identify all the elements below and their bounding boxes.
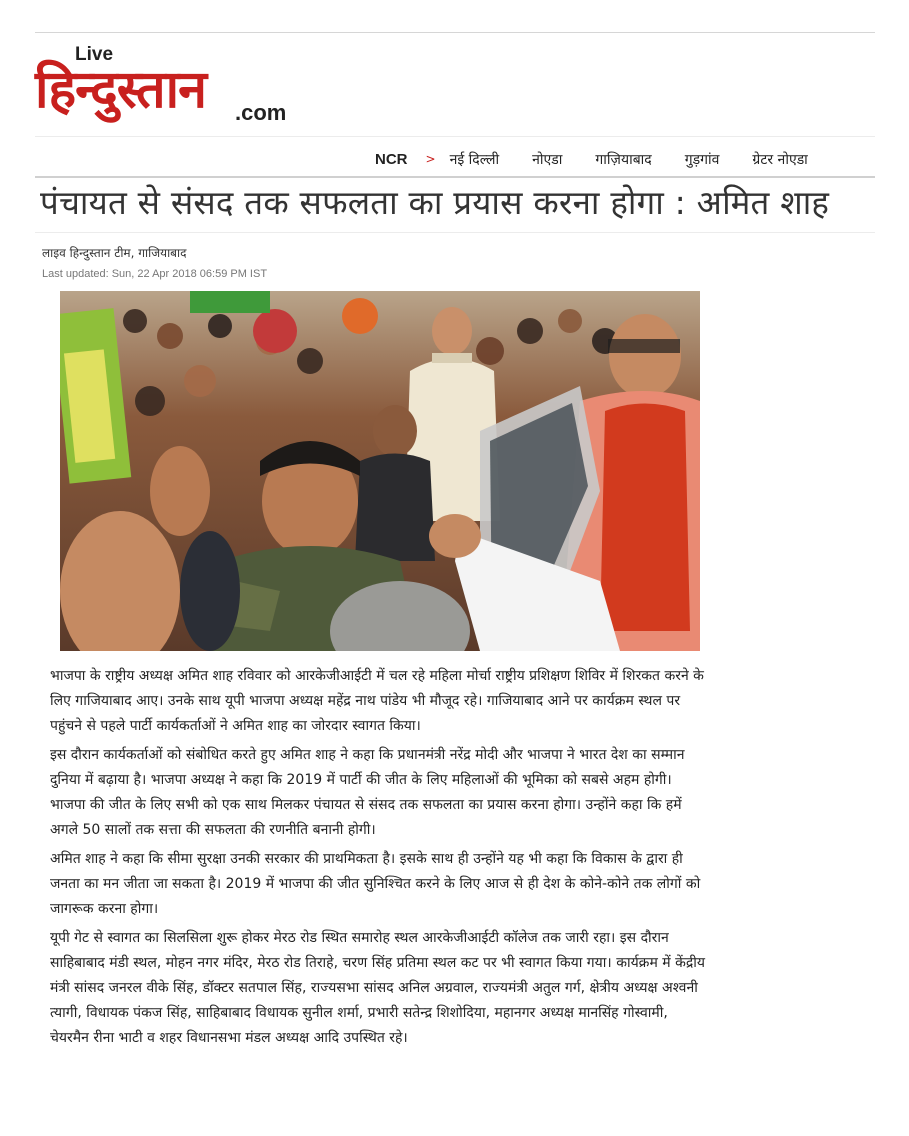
title-divider — [35, 232, 875, 233]
nav-item-greater-noida[interactable]: ग्रेटर नोएडा — [752, 151, 808, 168]
breadcrumb-nav — [375, 148, 841, 170]
nav-item-gurgaon[interactable]: गुड़गांव — [684, 151, 720, 168]
site-logo[interactable] — [35, 44, 310, 126]
nav-item-noida[interactable]: नोएडा — [532, 151, 563, 168]
logo-wordmark: हिन्दुस्तान — [35, 60, 206, 120]
article-timestamp: Last updated: Sun, 22 Apr 2018 06:59 PM IST — [42, 268, 268, 280]
chevron-right-icon: > — [425, 152, 436, 166]
logo-live-text: Live — [75, 44, 114, 65]
nav-top-divider — [35, 136, 875, 137]
nav-item-new-delhi[interactable]: नई दिल्ली — [449, 151, 500, 168]
article-body — [50, 664, 710, 1055]
nav-section-ncr[interactable]: NCR — [375, 150, 408, 168]
article-byline: लाइव हिन्दुस्तान टीम, गाजियाबाद — [42, 246, 187, 260]
top-divider — [35, 32, 875, 33]
logo-domain-text: .com — [235, 100, 287, 125]
nav-divider — [35, 176, 875, 178]
article-paragraph-2: इस दौरान कार्यकर्ताओं को संबोधित करते हुए अमित शाह ने कहा कि प्रधानमंत्री नरेंद्र मोदी और भाजपा ने भारत देश का सम्मान दुनिया में बढ़ाया है। भाजपा अध्यक्ष ने कहा कि 2019 में पार्टी की जीत के लिए महिलाओं की भूमिका को सबसे अहम होगी। भाजपा की जीत के लिए सभी को एक साथ मिलकर पंचायत से संसद तक सफलता का प्रयास करना होगा। उन्होंने कहा कि हमें अगले 50 सालों तक सत्ता की सफलता की रणनीति बनानी होगी। — [50, 747, 685, 838]
article-title: पंचायत से संसद तक सफलता का प्रयास करना होगा : अमित शाह — [40, 183, 830, 222]
article-paragraph-4: यूपी गेट से स्वागत का सिलसिला शुरू होकर मेरठ रोड स्थित समारोह स्थल आरकेजीआईटी कॉलेज तक जारी रहा। इस दौरान साहिबाबाद मंडी स्थल, मोहन नगर मंदिर, मेरठ रोड तिराहे, चरण सिंह प्रतिमा स्थल कट पर भी स्वागत किया गया। कार्यक्रम में केंद्रीय मंत्री सांसद जनरल वीके सिंह, डॉक्टर सतपाल सिंह, राज्यसभा सांसद अनिल अग्रवाल, राज्यमंत्री अतुल गर्ग, क्षेत्रीय अध्यक्ष अश्वनी त्यागी, विधायक पंकज सिंह, साहिबाबाद विधायक सुनील शर्मा, प्रभारी सतेन्द्र शिशोदिया, महानगर अध्यक्ष मानसिंह गोस्वामी, चेयरमैन रीना भाटी व शहर विधानसभा मंडल अध्यक्ष आदि उपस्थित रहे। — [50, 930, 706, 1046]
article-paragraph-1: भाजपा के राष्ट्रीय अध्यक्ष अमित शाह रविवार को आरकेजीआईटी में चल रहे महिला मोर्चा राष्ट्रीय प्रशिक्षण शिविर में शिरकत करने के लिए गाजियाबाद आए। उनके साथ यूपी भाजपा अध्यक्ष महेंद्र नाथ पांडेय भी मौजूद रहे। गाजियाबाद आने पर कार्यक्रम स्थल पर पहुंचने से पहले पार्टी कार्यकर्ताओं ने अमित शाह का जोरदार स्वागत किया। — [50, 668, 704, 734]
article-photo — [60, 291, 700, 651]
article-paragraph-3: अमित शाह ने कहा कि सीमा सुरक्षा उनकी सरकार की प्राथमिकता है। इसके साथ ही उन्होंने यह भी कहा कि विकास के द्वारा ही जनता का मन जीता जा सकता है। 2019 में भाजपा की जीत सुनिश्चित करने के लिए आज से ही देश के कोने-कोने तक लोगों को जागरूक करना होगा। — [50, 851, 701, 917]
nav-item-ghaziabad[interactable]: गाज़ियाबाद — [595, 151, 652, 168]
